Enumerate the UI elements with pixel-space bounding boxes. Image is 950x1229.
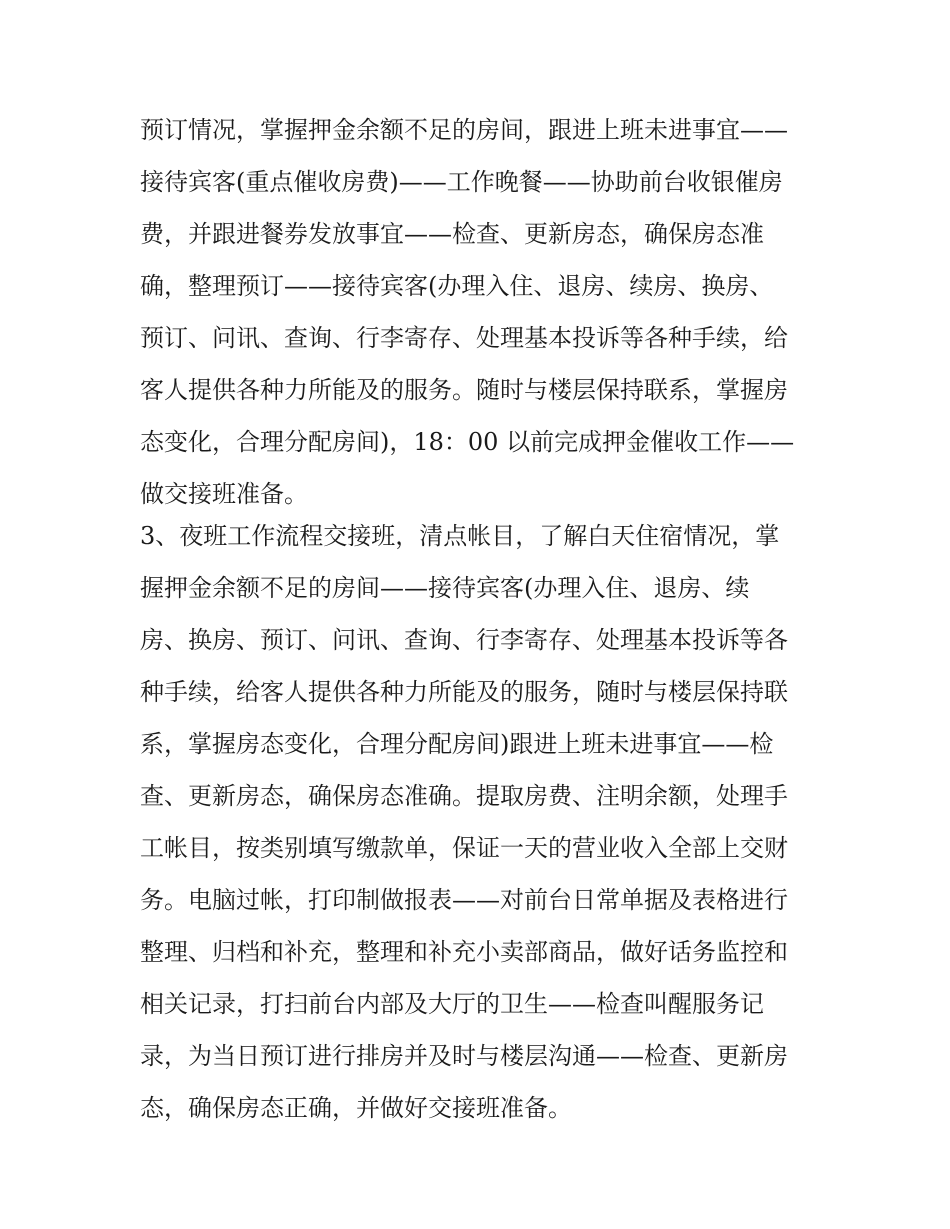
text-line: 房、换房、预订、问讯、查询、行李寄存、处理基本投诉等各 xyxy=(140,626,788,654)
paragraph-day-shift-continued xyxy=(140,104,820,520)
text-line: 整理、归档和补充，整理和补充小卖部商品，做好话务监控和 xyxy=(140,938,788,966)
paragraph-night-shift xyxy=(140,510,820,1134)
text-line: 预订、问讯、查询、行李寄存、处理基本投诉等各种手续，给 xyxy=(140,324,788,352)
text-line: 3、夜班工作流程交接班，清点帐目，了解白天住宿情况，掌 xyxy=(140,522,780,550)
text-line: 做交接班准备。 xyxy=(140,480,308,508)
text-line: 系，掌握房态变化，合理分配房间)跟进上班未进事宜——检 xyxy=(140,730,774,758)
text-line: 查、更新房态，确保房态准确。提取房费、注明余额，处理手 xyxy=(140,782,788,810)
text-line: 种手续，给客人提供各种力所能及的服务，随时与楼层保持联 xyxy=(140,678,788,706)
text-line: 态，确保房态正确，并做好交接班准备。 xyxy=(140,1094,572,1122)
text-line: 务。电脑过帐，打印制做报表——对前台日常单据及表格进行 xyxy=(140,886,788,914)
text-line: 工帐目，按类别填写缴款单，保证一天的营业收入全部上交财 xyxy=(140,834,788,862)
text-line: 预订情况，掌握押金余额不足的房间，跟进上班未进事宜—— xyxy=(140,116,788,144)
text-line: 相关记录，打扫前台内部及大厅的卫生——检查叫醒服务记 xyxy=(140,990,764,1018)
text-line: 态变化，合理分配房间)，18：00 以前完成押金催收工作—— xyxy=(140,428,795,456)
text-line: 客人提供各种力所能及的服务。随时与楼层保持联系，掌握房 xyxy=(140,376,788,404)
text-line: 握押金余额不足的房间——接待宾客(办理入住、退房、续 xyxy=(140,574,750,602)
text-line: 确，整理预订——接待宾客(办理入住、退房、续房、换房、 xyxy=(140,272,774,300)
text-line: 费，并跟进餐券发放事宜——检查、更新房态，确保房态准 xyxy=(140,220,764,248)
text-line: 录，为当日预订进行排房并及时与楼层沟通——检查、更新房 xyxy=(140,1042,788,1070)
text-line: 接待宾客(重点催收房费)——工作晚餐——协助前台收银催房 xyxy=(140,168,783,196)
